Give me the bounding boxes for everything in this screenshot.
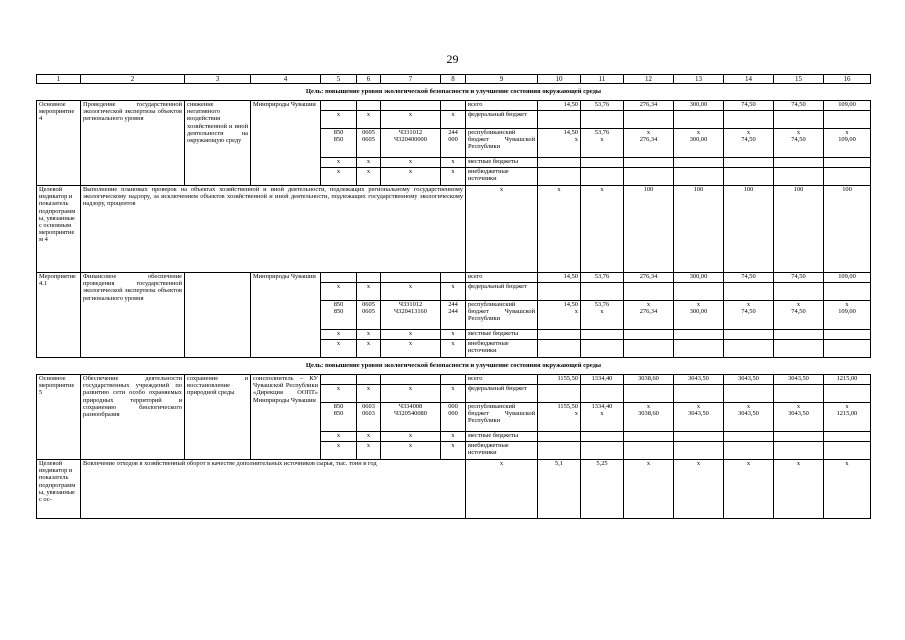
indicator-value: x (624, 460, 674, 519)
responsible-executor: Минприроды Чувашии (251, 101, 321, 186)
indicator-value: x (466, 460, 538, 519)
funding-value: 14,50 x (538, 129, 581, 158)
budget-code-target: Ч334008 Ч320540080 (381, 403, 441, 432)
budget-code-section: 0605 0605 (357, 129, 381, 158)
funding-source: местные бюджеты (466, 158, 538, 168)
funding-value (624, 283, 674, 301)
funding-source: внебюджетные источники (466, 442, 538, 460)
funding-value: 74,50 (724, 273, 774, 283)
funding-source: республиканский бюджет Чувашской Республики (466, 129, 538, 158)
funding-value (538, 442, 581, 460)
funding-value (624, 111, 674, 129)
budget-code-gr (321, 375, 357, 385)
funding-value (538, 340, 581, 358)
budget-code-section: x (357, 158, 381, 168)
indicator-value: 100 (624, 186, 674, 273)
funding-value (824, 432, 871, 442)
column-number-header: 6 (357, 75, 381, 84)
budget-code-target: Ч331012 Ч320413160 (381, 301, 441, 330)
funding-value: x 3043,50 (724, 403, 774, 432)
budget-code-section: x (357, 283, 381, 301)
column-number-header: 4 (251, 75, 321, 84)
funding-value (824, 158, 871, 168)
budget-code-type: x (441, 432, 466, 442)
budget-code-gr: 850 850 (321, 403, 357, 432)
budget-code-target: x (381, 330, 441, 340)
budget-code-type: x (441, 340, 466, 358)
budget-code-target: x (381, 340, 441, 358)
funding-row (37, 273, 871, 283)
measure-goal (185, 273, 251, 358)
funding-value (824, 442, 871, 460)
funding-value (624, 340, 674, 358)
funding-value (724, 432, 774, 442)
funding-value: 1334,40 x (581, 403, 624, 432)
measure-description: Обеспечение деятельности государственных учреждений по развитию сети особо охраняемых природных территорий и сохранению биологического разнообразия (81, 375, 185, 460)
funding-value (538, 168, 581, 186)
indicator-value: x (724, 460, 774, 519)
funding-source: республиканский бюджет Чувашской Республики (466, 301, 538, 330)
budget-code-type (441, 273, 466, 283)
budget-code-section: 0603 0603 (357, 403, 381, 432)
funding-value (624, 330, 674, 340)
budget-code-target: x (381, 432, 441, 442)
program-table-sheet (36, 74, 870, 519)
responsible-executor: Минприроды Чувашии (251, 273, 321, 358)
column-number-header: 14 (724, 75, 774, 84)
budget-code-gr: x (321, 111, 357, 129)
funding-value (824, 283, 871, 301)
funding-value (674, 158, 724, 168)
funding-value: x 74,50 (724, 129, 774, 158)
funding-value (824, 340, 871, 358)
funding-value (624, 158, 674, 168)
funding-value (581, 283, 624, 301)
budget-code-section: x (357, 442, 381, 460)
indicator-value: x (538, 186, 581, 273)
budget-code-target: x (381, 385, 441, 403)
funding-value (724, 340, 774, 358)
goal-row (37, 358, 871, 375)
column-number-header: 16 (824, 75, 871, 84)
funding-source: федеральный бюджет (466, 283, 538, 301)
funding-value (724, 111, 774, 129)
budget-code-type: 244 000 (441, 129, 466, 158)
budget-code-gr (321, 273, 357, 283)
budget-code-type: x (441, 168, 466, 186)
budget-code-gr: x (321, 340, 357, 358)
funding-value: 300,00 (674, 273, 724, 283)
budget-code-gr: x (321, 432, 357, 442)
funding-value (538, 385, 581, 403)
funding-value (724, 283, 774, 301)
budget-code-type: x (441, 111, 466, 129)
funding-value: 3043,50 (724, 375, 774, 385)
column-number-header: 9 (466, 75, 538, 84)
budget-code-type: x (441, 442, 466, 460)
responsible-executor: соисполнитель – КУ Чувашской Республики «Дирекция ООПТ» Минприроды Чувашии (251, 375, 321, 460)
budget-code-gr: x (321, 168, 357, 186)
funding-value (581, 168, 624, 186)
page-number: 29 (446, 52, 459, 66)
funding-value: 14,50 (538, 273, 581, 283)
funding-value (724, 168, 774, 186)
funding-value (774, 158, 824, 168)
funding-value: 3043,50 (774, 375, 824, 385)
indicator-value: x (581, 186, 624, 273)
funding-value: 109,00 (824, 273, 871, 283)
funding-value (824, 168, 871, 186)
funding-value (724, 442, 774, 460)
funding-value: x 74,50 (724, 301, 774, 330)
budget-code-gr: x (321, 442, 357, 460)
funding-value: 109,00 (824, 101, 871, 111)
funding-value: 1155,50 (538, 375, 581, 385)
funding-value: 1155,50 x (538, 403, 581, 432)
funding-value (581, 385, 624, 403)
budget-code-target (381, 273, 441, 283)
measure-description: Финансовое обеспечение проведения государственной экологической экспертизы объектов регионального уровня (81, 273, 185, 358)
budget-code-type: 244 244 (441, 301, 466, 330)
funding-value (674, 283, 724, 301)
measure-title: Мероприятие 4.1 (37, 273, 81, 358)
funding-value: 276,34 (624, 273, 674, 283)
funding-value: 1334,40 (581, 375, 624, 385)
column-number-header: 8 (441, 75, 466, 84)
funding-value (538, 283, 581, 301)
funding-value: 3043,50 (674, 375, 724, 385)
funding-source: внебюджетные источники (466, 340, 538, 358)
funding-value: x 276,34 (624, 301, 674, 330)
budget-code-target: x (381, 168, 441, 186)
indicator-value: x (824, 460, 871, 519)
funding-value: x 276,34 (624, 129, 674, 158)
funding-value: 53,76 (581, 273, 624, 283)
funding-value: x 300,00 (674, 301, 724, 330)
budget-code-target: x (381, 442, 441, 460)
funding-source: федеральный бюджет (466, 385, 538, 403)
budget-code-gr: 850 850 (321, 301, 357, 330)
indicator-value: x (774, 460, 824, 519)
budget-code-type (441, 375, 466, 385)
funding-value: 53,76 x (581, 129, 624, 158)
funding-value (581, 340, 624, 358)
funding-value: x 74,50 (774, 301, 824, 330)
indicator-row (37, 460, 871, 519)
funding-source: всего (466, 375, 538, 385)
funding-value (724, 158, 774, 168)
funding-value (674, 340, 724, 358)
funding-source: внебюджетные источники (466, 168, 538, 186)
table-header-row (37, 75, 871, 84)
budget-code-section (357, 375, 381, 385)
budget-code-type: 000 000 (441, 403, 466, 432)
funding-value (581, 111, 624, 129)
funding-value (624, 168, 674, 186)
measure-goal: сохранение и восстановление природной среды (185, 375, 251, 460)
funding-value (724, 330, 774, 340)
measure-title: Основное мероприятие 4 (37, 101, 81, 186)
budget-code-section: x (357, 330, 381, 340)
measure-description: Проведение государственной экологической экспертизы объектов регионального уровня (81, 101, 185, 186)
budget-code-type: x (441, 385, 466, 403)
funding-source: всего (466, 273, 538, 283)
budget-code-section: x (357, 432, 381, 442)
funding-value: 14,50 x (538, 301, 581, 330)
budget-code-gr (321, 101, 357, 111)
funding-value (581, 330, 624, 340)
indicator-row (37, 186, 871, 273)
funding-value: 74,50 (774, 273, 824, 283)
budget-code-target: x (381, 158, 441, 168)
indicator-text: Вовлечение отходов в хозяйственный оборот в качестве дополнительных источников сырья, тыс. тонн в год (81, 460, 466, 519)
funding-value (824, 111, 871, 129)
budget-code-type: x (441, 158, 466, 168)
budget-code-type (441, 101, 466, 111)
funding-value (774, 111, 824, 129)
funding-value (774, 442, 824, 460)
funding-row (37, 101, 871, 111)
column-number-header: 1 (37, 75, 81, 84)
funding-value (674, 330, 724, 340)
funding-value: x 3038,60 (624, 403, 674, 432)
funding-value: x 74,50 (774, 129, 824, 158)
funding-value (624, 442, 674, 460)
funding-row (37, 375, 871, 385)
budget-code-target (381, 101, 441, 111)
budget-code-section (357, 273, 381, 283)
funding-value (538, 111, 581, 129)
budget-code-section: x (357, 340, 381, 358)
funding-value (581, 442, 624, 460)
indicator-value: x (674, 460, 724, 519)
budget-code-gr: x (321, 330, 357, 340)
budget-code-gr: x (321, 158, 357, 168)
indicator-value: 100 (824, 186, 871, 273)
funding-source: республиканский бюджет Чувашской Республики (466, 403, 538, 432)
funding-value: 74,50 (774, 101, 824, 111)
funding-value: x 109,00 (824, 129, 871, 158)
column-number-header: 15 (774, 75, 824, 84)
funding-value: 300,00 (674, 101, 724, 111)
funding-value (774, 283, 824, 301)
indicator-value: 5,1 (538, 460, 581, 519)
financing-table (36, 74, 871, 519)
funding-value (774, 330, 824, 340)
funding-value (724, 385, 774, 403)
funding-value (774, 340, 824, 358)
funding-value (824, 385, 871, 403)
funding-value (774, 432, 824, 442)
budget-code-target: x (381, 111, 441, 129)
funding-value (624, 432, 674, 442)
funding-value (774, 168, 824, 186)
funding-value: 53,76 (581, 101, 624, 111)
funding-value: x 1215,00 (824, 403, 871, 432)
goal-heading: Цель: повышение уровня экологической безопасности и улучшение состояния окружающей среды (37, 358, 871, 375)
funding-value (674, 442, 724, 460)
budget-code-type: x (441, 330, 466, 340)
budget-code-target: Ч331012 Ч320400000 (381, 129, 441, 158)
budget-code-section: x (357, 111, 381, 129)
funding-value: 1215,00 (824, 375, 871, 385)
column-number-header: 5 (321, 75, 357, 84)
funding-value (538, 158, 581, 168)
budget-code-section: x (357, 385, 381, 403)
measure-goal: снижение негативного воздействия хозяйственной и иной деятельности на окружающую среду (185, 101, 251, 186)
funding-value (674, 385, 724, 403)
funding-value (674, 168, 724, 186)
funding-value (674, 111, 724, 129)
budget-code-section (357, 101, 381, 111)
indicator-title: Целевой индикатор и показатель подпрограммы, увязанные с основным мероприятием 4 (37, 186, 81, 273)
funding-value (538, 330, 581, 340)
indicator-value: 5,25 (581, 460, 624, 519)
indicator-value: 100 (674, 186, 724, 273)
column-number-header: 10 (538, 75, 581, 84)
column-number-header: 3 (185, 75, 251, 84)
funding-value: 3038,60 (624, 375, 674, 385)
column-number-header: 13 (674, 75, 724, 84)
funding-source: федеральный бюджет (466, 111, 538, 129)
column-number-header: 12 (624, 75, 674, 84)
goal-row (37, 84, 871, 101)
funding-value (774, 385, 824, 403)
indicator-text: Выполнение плановых проверок на объектах хозяйственной и иной деятельности, подлежащих региональному государственному экологическому надзору, за исключением объектов хозяйственной и иной деятельности, подлежащих государственному экологическому надзору, процентов (81, 186, 466, 273)
funding-value (581, 432, 624, 442)
funding-value: x 109,00 (824, 301, 871, 330)
funding-value: x 3043,50 (674, 403, 724, 432)
indicator-value: x (466, 186, 538, 273)
funding-source: местные бюджеты (466, 432, 538, 442)
measure-title: Основное мероприятие 5 (37, 375, 81, 460)
funding-value (581, 158, 624, 168)
funding-value: 276,34 (624, 101, 674, 111)
funding-value (674, 432, 724, 442)
budget-code-section: x (357, 168, 381, 186)
indicator-value: 100 (774, 186, 824, 273)
funding-value: 74,50 (724, 101, 774, 111)
goal-heading: Цель: повышение уровня экологической безопасности и улучшение состояния окружающей среды (37, 84, 871, 101)
budget-code-type: x (441, 283, 466, 301)
funding-value: x 300,00 (674, 129, 724, 158)
budget-code-gr: 850 850 (321, 129, 357, 158)
funding-source: всего (466, 101, 538, 111)
funding-source: местные бюджеты (466, 330, 538, 340)
column-number-header: 7 (381, 75, 441, 84)
budget-code-target: x (381, 283, 441, 301)
funding-value (624, 385, 674, 403)
funding-value: 53,76 x (581, 301, 624, 330)
funding-value (538, 432, 581, 442)
column-number-header: 2 (81, 75, 185, 84)
funding-value: x 3043,50 (774, 403, 824, 432)
budget-code-gr: x (321, 283, 357, 301)
budget-code-gr: x (321, 385, 357, 403)
budget-code-section: 0605 0605 (357, 301, 381, 330)
budget-code-target (381, 375, 441, 385)
funding-value (824, 330, 871, 340)
indicator-title: Целевой индикатор и показатель подпрограммы, увязанные с ос- (37, 460, 81, 519)
indicator-value: 100 (724, 186, 774, 273)
funding-value: 14,50 (538, 101, 581, 111)
column-number-header: 11 (581, 75, 624, 84)
